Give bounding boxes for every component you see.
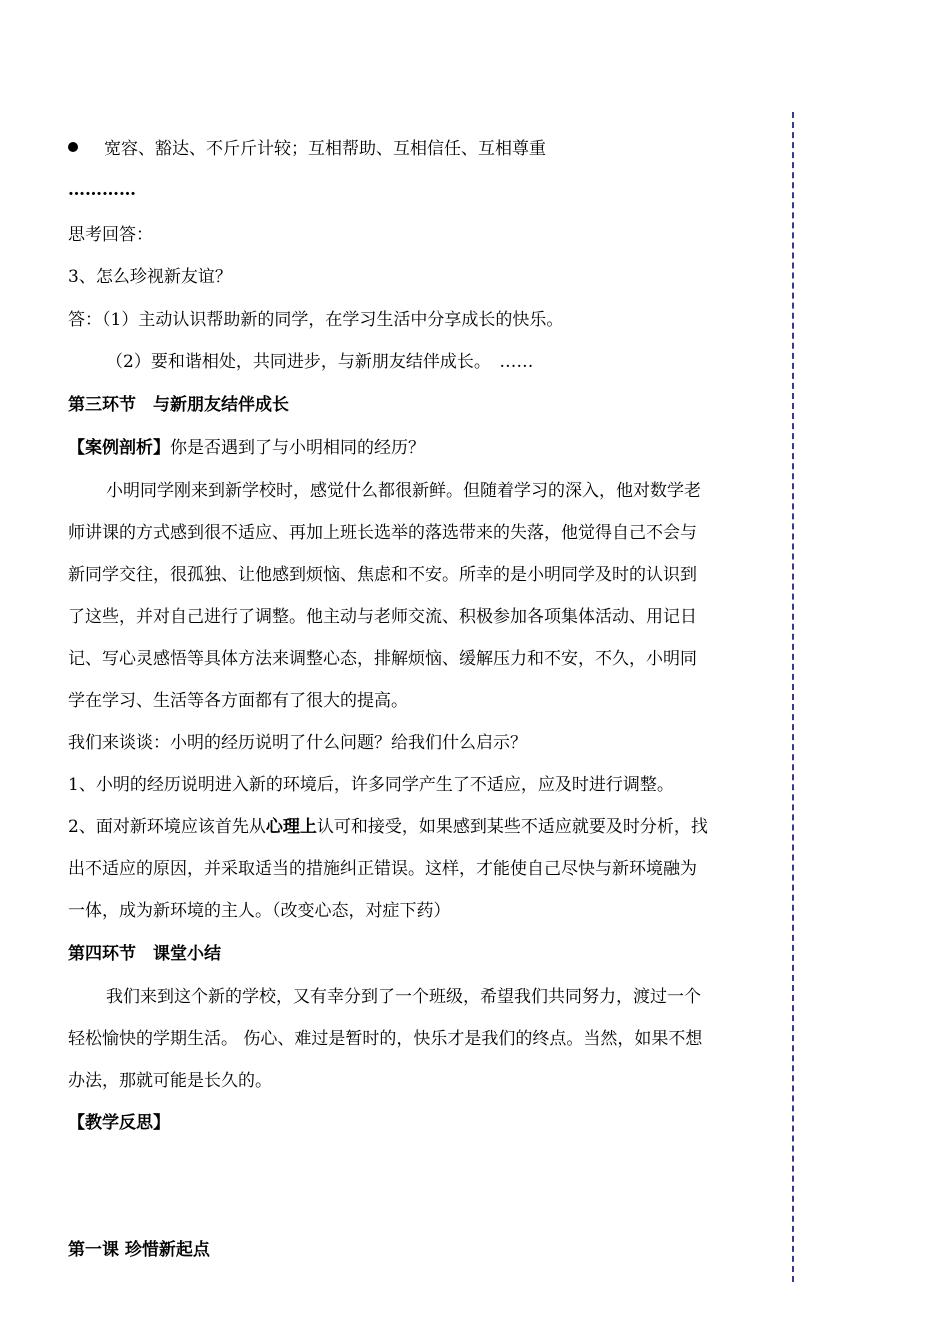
answer-2-text: 认可和接受，如果感到某些不适应就要及时分析，找 (316, 817, 708, 837)
answer-2-text: 2、面对新环境应该首先从 (68, 817, 266, 837)
page-margin-divider (792, 112, 794, 1282)
case-paragraph-line: 了这些，并对自己进行了调整。他主动与老师交流、积极参加各项集体活动、用记日 (68, 607, 697, 627)
think-answer-label: 思考回答： (68, 225, 153, 245)
bullet-text: 宽容、豁达、不斤斤计较；互相帮助、互相信任、互相尊重 (104, 139, 546, 159)
discussion-question: 我们来谈谈：小明的经历说明了什么问题？给我们什么启示？ (68, 733, 527, 753)
lesson-title: 第一课 珍惜新起点 (68, 1240, 210, 1260)
case-paragraph-line: 记、写心灵感悟等具体方法来调整心态，排解烦恼、缓解压力和不安，不久，小明同 (68, 649, 697, 669)
case-paragraph-line: 学在学习、生活等各方面都有了很大的提高。 (68, 691, 408, 711)
case-paragraph-line: 师讲课的方式感到很不适应、再加上班长选举的落选带来的失落，他觉得自己不会与 (68, 523, 697, 543)
question-3: 3、怎么珍视新友谊？ (68, 267, 232, 287)
case-analysis-label: 【案例剖析】 (68, 438, 170, 458)
ellipsis-line: ………… (68, 180, 136, 200)
bullet-icon (68, 142, 78, 152)
summary-line: 轻松愉快的学期生活。 伤心、难过是暂时的，快乐才是我们的终点。当然，如果不想 (68, 1029, 703, 1049)
discussion-answer-1: 1、小明的经历说明进入新的环境后，许多同学产生了不适应，应及时进行调整。 (68, 775, 674, 795)
summary-line: 我们来到这个新的学校，又有幸分到了一个班级，希望我们共同努力，渡过一个 (106, 987, 701, 1007)
section-3-heading: 第三环节 与新朋友结伴成长 (68, 395, 289, 415)
discussion-answer-2 (68, 814, 708, 840)
teaching-reflection-heading: 【教学反思】 (68, 1113, 170, 1133)
section-4-heading: 第四环节 课堂小结 (68, 944, 221, 964)
answer-1: 答：（1）主动认识帮助新的同学，在学习生活中分享成长的快乐。 (68, 310, 564, 330)
summary-line: 办法，那就可能是长久的。 (68, 1071, 272, 1091)
bullet-line (68, 136, 546, 162)
answer-2: （2）要和谐相处，共同进步，与新朋友结伴成长。 …… (106, 352, 534, 372)
case-paragraph-line: 小明同学刚来到新学校时，感觉什么都很新鲜。但随着学习的深入，他对数学老 (106, 481, 701, 501)
discussion-answer-2-cont: 一体，成为新环境的主人。（改变心态，对症下药） (68, 901, 451, 921)
answer-2-emphasis: 心理上 (265, 817, 317, 837)
case-analysis-line (68, 435, 425, 461)
case-paragraph-line: 新同学交往，很孤独、让他感到烦恼、焦虑和不安。所幸的是小明同学及时的认识到 (68, 565, 697, 585)
discussion-answer-2-cont: 出不适应的原因，并采取适当的措施纠正错误。这样，才能使自己尽快与新环境融为 (68, 859, 697, 879)
case-analysis-question: 你是否遇到了与小明相同的经历？ (170, 438, 425, 458)
